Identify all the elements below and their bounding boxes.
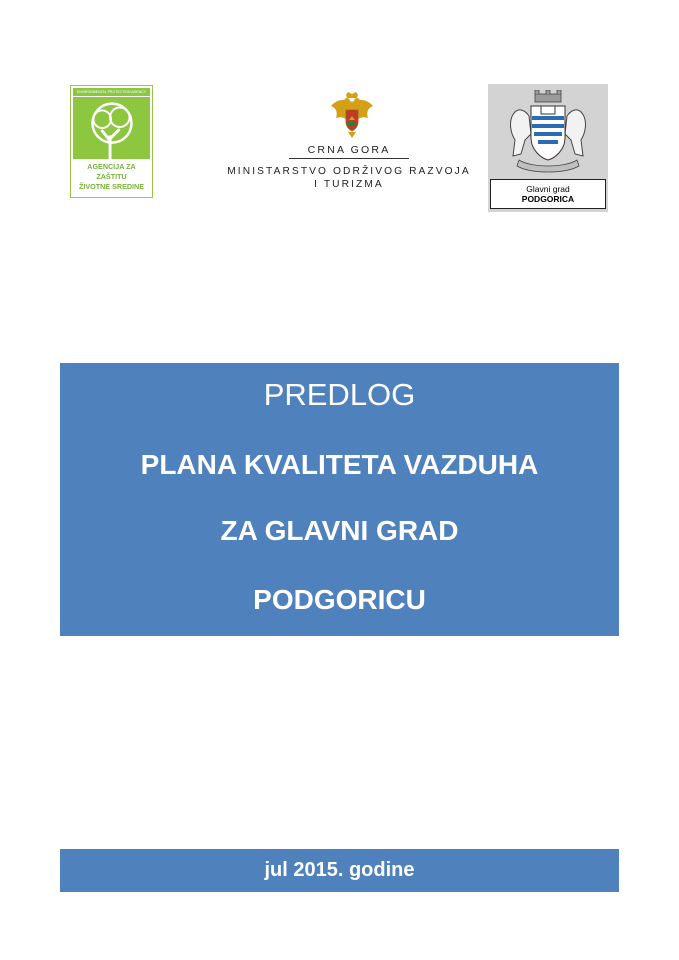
tree-icon	[73, 97, 150, 159]
ministry-logo	[183, 92, 515, 202]
city-name-box	[490, 179, 606, 209]
date-text: jul 2015. godine	[264, 859, 415, 881]
ministry-name-line1: MINISTARSTVO ODRŽIVOG RAZVOJA	[227, 166, 471, 177]
agency-top-text: ENVIRONMENTAL PROTECTION AGENCY	[73, 88, 150, 96]
title-pre: PREDLOG	[263, 377, 416, 412]
coat-of-arms-icon	[328, 92, 376, 140]
agency-name-line2: ŽIVOTNE SREDINE	[78, 182, 145, 191]
title-line1: PLANA KVALITETA VAZDUHA	[140, 449, 539, 480]
city-name-line1: Glavni grad	[526, 184, 570, 194]
city-name-line2: PODGORICA	[521, 194, 575, 204]
agency-logo	[70, 85, 153, 198]
title-line2: ZA GLAVNI GRAD	[220, 515, 459, 546]
date-bar	[60, 849, 619, 892]
city-logo	[488, 84, 608, 212]
country-name: CRNA GORA	[307, 144, 391, 156]
title-panel	[60, 363, 619, 636]
divider	[289, 158, 409, 159]
ministry-name-line2: I TURIZMA	[314, 179, 384, 190]
city-crest-icon	[501, 90, 595, 176]
title-line3: PODGORICU	[253, 584, 426, 615]
agency-name	[73, 162, 150, 192]
agency-name-line1: AGENCIJA ZA ZAŠTITU	[87, 162, 136, 181]
